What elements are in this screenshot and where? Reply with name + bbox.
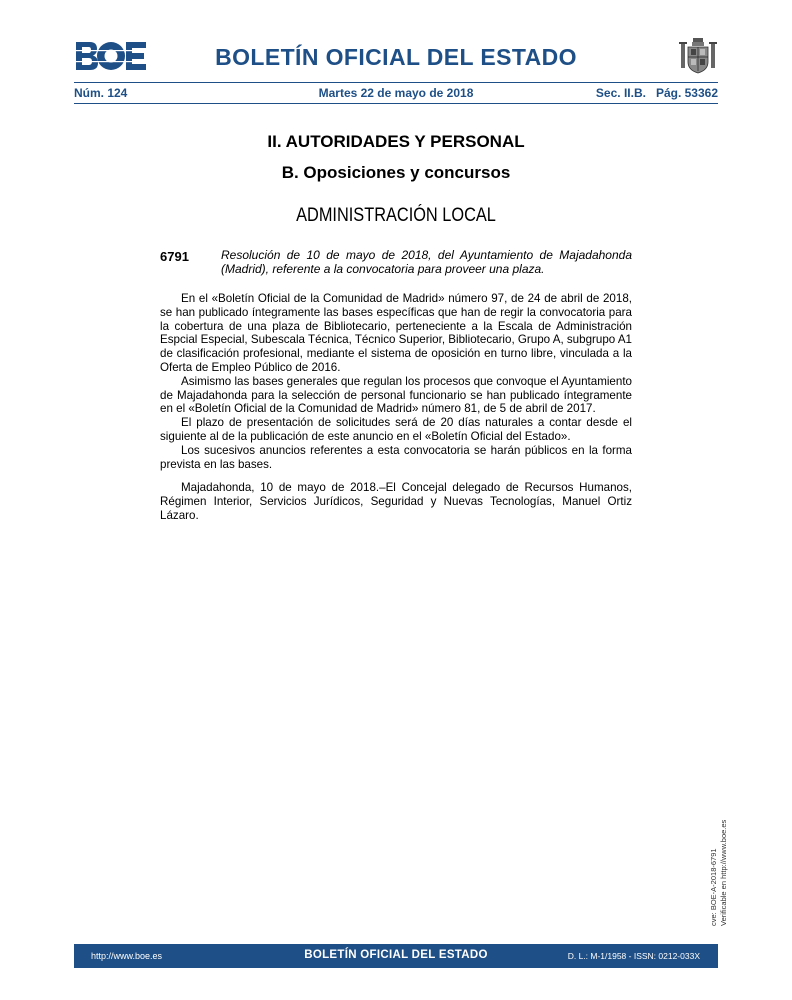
boe-logo-graphic: [74, 40, 148, 72]
issue-number: Núm. 124: [74, 86, 128, 100]
section-page: Sec. II.B. Pág. 53362: [595, 86, 718, 100]
coat-of-arms-icon: [679, 36, 717, 76]
side-verification: [709, 806, 731, 926]
header-rule-bottom: [74, 103, 718, 104]
subsection-heading: B. Oposiciones y concursos: [281, 163, 511, 182]
body-paragraph: En el «Boletín Oficial de la Comunidad de Madrid» número 97, de 24 de abril de 2018, se han publicado íntegramente las bases específicas que han de regir la convocatoria para la cobertura de una plaza de Bibliotecario, perteneciente a la Escala de Administración Espcial Especial, Subescala Técnica, Técnico Superior, Bibliotecario, Grupo A, subgrupo A1 de clasificación profesional, mediante el sistema de oposición en turno libre, vinculada a la Oferta de Empleo Público de 2016.: [160, 292, 632, 374]
header-rule-top: [74, 82, 718, 83]
body-paragraph: El plazo de presentación de solicitudes será de 20 días naturales a contar desde el siguiente al de la publicación de este anuncio en el «Boletín Oficial del Estado».: [160, 416, 632, 443]
issue-date: Martes 22 de mayo de 2018: [318, 86, 474, 100]
verification-link[interactable]: Verificable en http://www.boe.es: [719, 819, 728, 926]
footer-legal: D. L.: M-1/1958 - ISSN: 0212-033X: [567, 951, 700, 961]
entry-number: 6791: [160, 249, 189, 264]
footer-url-link[interactable]: http://www.boe.es: [91, 951, 163, 961]
boe-logo: [74, 40, 148, 72]
page-title: BOLETÍN OFICIAL DEL ESTADO: [215, 44, 577, 70]
administration-heading: ADMINISTRACIÓN LOCAL: [296, 205, 496, 226]
footer-bar: [74, 944, 718, 968]
entry-title: Resolución de 10 de mayo de 2018, del Ayuntamiento de Majadahonda (Madrid), referente a la convocatoria para proveer una plaza.: [221, 248, 632, 276]
section-heading: II. AUTORIDADES Y PERSONAL: [267, 132, 525, 151]
body-paragraph: Los sucesivos anuncios referentes a esta convocatoria se harán públicos en la forma prevista en las bases.: [160, 443, 632, 471]
entry-body: [160, 292, 632, 523]
cve-code: cve: BOE-A-2018-6791: [709, 848, 718, 926]
body-paragraph: Asimismo las bases generales que regulan los procesos que convoque el Ayuntamiento de Majadahonda para la selección de personal funcionario se han publicado íntegramente en el «Boletín Oficial de la Comunidad de Madrid» número 81, de 5 de abril de 2017.: [160, 374, 632, 416]
signature-paragraph: Majadahonda, 10 de mayo de 2018.–El Concejal delegado de Recursos Humanos, Régimen Interior, Servicios Jurídicos, Seguridad y Nuevas Tecnologías, Manuel Ortiz Lázaro.: [160, 481, 632, 522]
footer-title: BOLETÍN OFICIAL DEL ESTADO: [304, 949, 488, 961]
